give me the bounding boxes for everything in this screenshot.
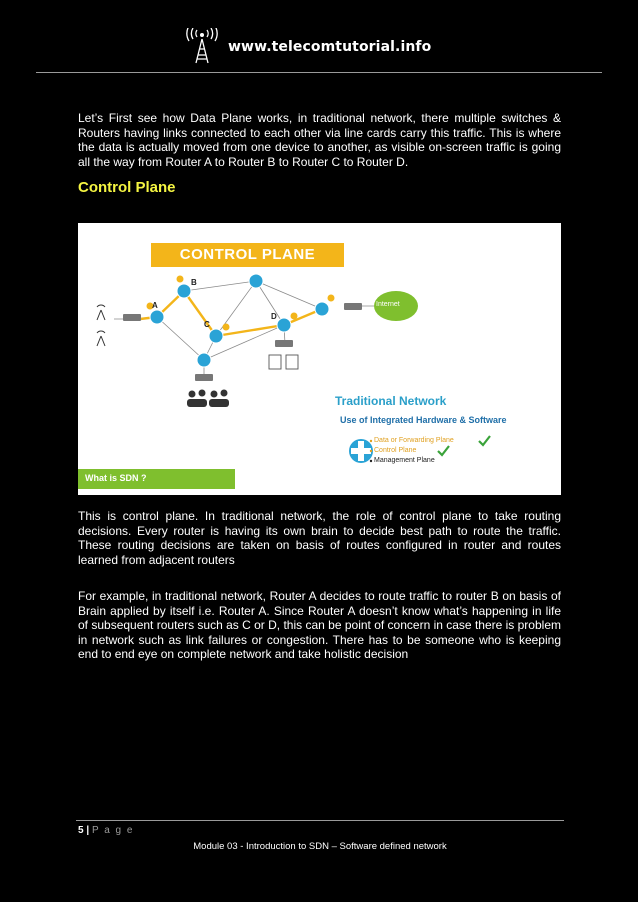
radio-tower-icon <box>186 28 218 64</box>
server-icon <box>286 355 298 369</box>
page-header <box>0 0 638 74</box>
router-icon <box>209 329 223 343</box>
what-is-sdn-tag: What is SDN ? <box>78 469 235 489</box>
router-icon <box>277 318 291 332</box>
bullet-item: Management Plane <box>374 457 435 464</box>
router-icon <box>197 353 211 367</box>
switch-icon <box>123 314 141 321</box>
router-label-c: C <box>204 320 210 329</box>
intro-paragraph: Let’s First see how Data Plane works, in traditional network, there multiple switches & Routers having links connected to each other via line cards carry this traffic. This is where the data is actually moved from one device to another, as visible on-screen traffic is going all the way from Router A to Router B to Router C to Router D. <box>78 111 561 169</box>
antenna-icon <box>97 305 105 346</box>
bullet-item: Data or Forwarding Plane <box>374 437 454 444</box>
page-number: 5 | P a g e <box>78 825 134 836</box>
switch-icon <box>344 303 362 310</box>
router-icon <box>150 310 164 324</box>
site-url[interactable]: www.telecomtutorial.info <box>228 39 432 55</box>
router-icon <box>315 302 329 316</box>
footer-divider <box>76 820 564 821</box>
header-divider <box>36 72 602 73</box>
router-label-d: D <box>271 312 277 321</box>
bullet-item: Control Plane <box>374 447 417 454</box>
figure-banner: CONTROL PLANE <box>151 243 344 267</box>
switch-icon <box>275 340 293 347</box>
control-plane-figure <box>78 223 561 495</box>
section-heading: Control Plane <box>78 179 176 196</box>
router-label-a: A <box>152 301 158 310</box>
control-plane-paragraph: This is control plane. In traditional network, the role of control plane to take routing decisions. Every router is having its own brain to decide best path to route the traffic. These routing decisions are taken on basis of routes configured in router and routes learned from adjacent routers <box>78 509 561 567</box>
example-paragraph: For example, in traditional network, Router A decides to route traffic to router B on basis of Brain applied by itself i.e. Router A. Since Router A doesn’t know what’s happening in life of subsequent routers such as C or D, this can be point of concern in case there is problem in network such as link failures or congestion. There has to be someone who is keeping end to end eye on complete network and take holistic decision <box>78 589 561 662</box>
switch-icon <box>195 374 213 381</box>
figure-title: Traditional Network <box>335 394 447 408</box>
router-label-b: B <box>191 278 197 287</box>
internet-label: Internet <box>376 301 400 308</box>
router-icon <box>249 274 263 288</box>
users-icon <box>187 390 229 408</box>
figure-subtitle: Use of Integrated Hardware & Software <box>340 415 507 425</box>
server-icon <box>269 355 281 369</box>
footer-module-title: Module 03 - Introduction to SDN – Software defined network <box>193 841 447 852</box>
router-icon <box>177 284 191 298</box>
